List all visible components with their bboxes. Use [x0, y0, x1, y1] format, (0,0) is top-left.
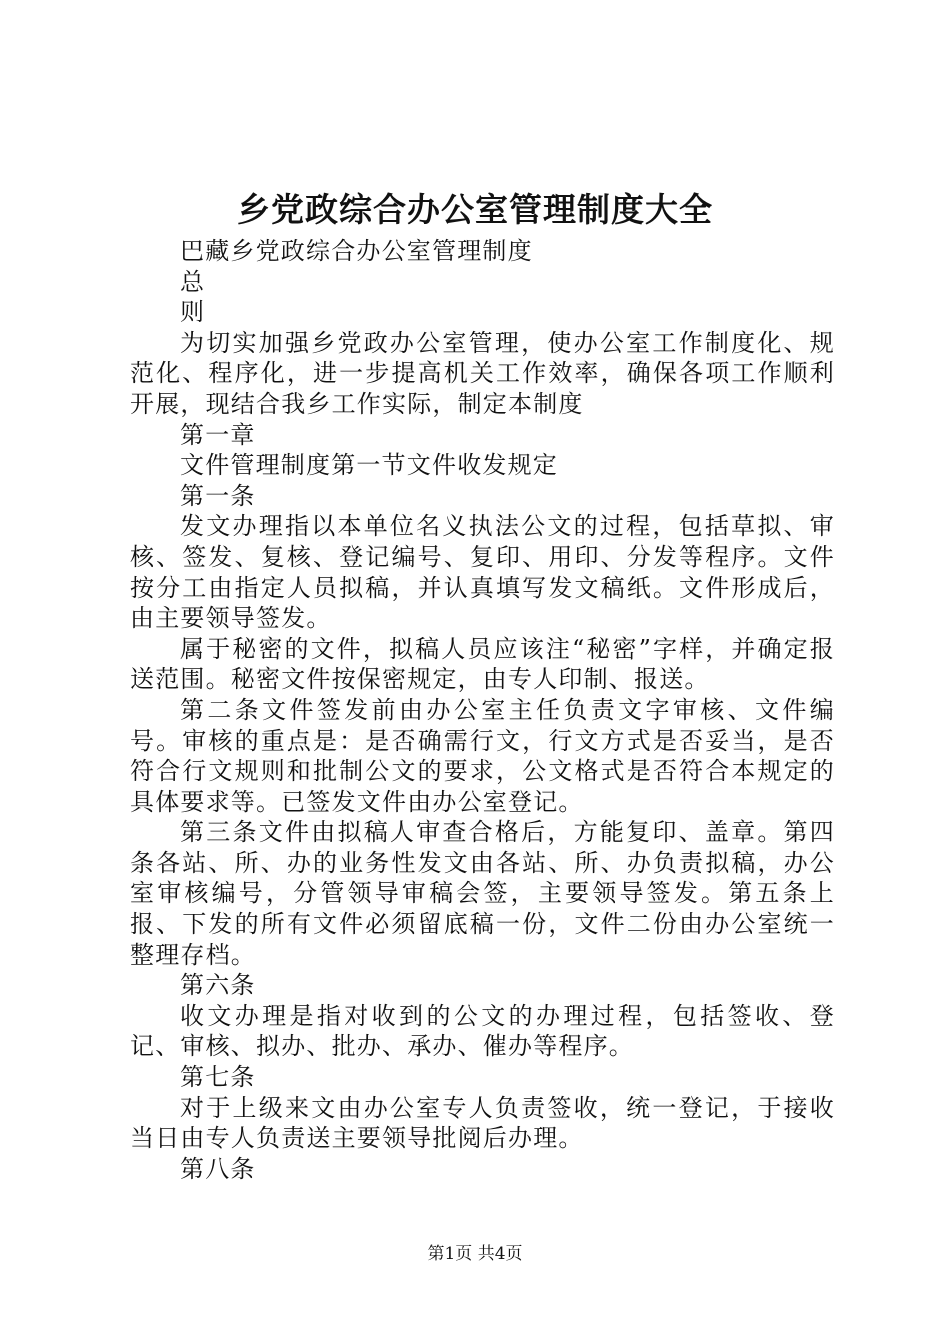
paragraph-subtitle: 巴藏乡党政综合办公室管理制度: [180, 237, 533, 265]
paragraph-general-2: 则: [180, 298, 206, 327]
paragraph-article-7-body: 对于上级来文由办公室专人负责签收，统一登记，于接收当日由专人负责送主要领导批阅后办理。: [130, 1093, 835, 1153]
paragraph-article-3-5: 第三条文件由拟稿人审查合格后，方能复印、盖章。第四条各站、所、办的业务性发文由各站、所、办负责拟稿，办公室审核编号，分管领导审稿会签，主要领导签发。第五条上报、下发的所有文件必须留底稿一份，文件二份由办公室统一整理存档。: [130, 818, 835, 969]
paragraph-article-1-body: 发文办理指以本单位名义执法公文的过程，包括草拟、审核、签发、复核、登记编号、复印、用印、分发等程序。文件按分工由指定人员拟稿，并认真填写发文稿纸。文件形成后，由主要领导签发。: [130, 512, 835, 633]
paragraph-article-6: 第六条: [180, 971, 256, 1000]
paragraph-article-7: 第七条: [180, 1063, 256, 1092]
paragraph-section-1: 文件管理制度第一节文件收发规定: [180, 451, 558, 480]
page-number-footer: 第1页 共4页: [427, 1244, 523, 1264]
paragraph-article-6-body: 收文办理是指对收到的公文的办理过程，包括签收、登记、审核、拟办、批办、承办、催办等程序。: [130, 1001, 835, 1061]
document-title: 乡党政综合办公室管理制度大全: [237, 190, 713, 229]
paragraph-chapter-1: 第一章: [180, 420, 256, 449]
paragraph-article-8: 第八条: [180, 1154, 256, 1183]
paragraph-general-1: 总: [180, 267, 206, 296]
paragraph-secret-files: 属于秘密的文件，拟稿人员应该注“秘密”字样，并确定报送范围。秘密文件按保密规定，由专人印制、报送。: [130, 634, 835, 694]
document-body: [130, 236, 835, 1184]
paragraph-purpose: 为切实加强乡党政办公室管理，使办公室工作制度化、规范化、程序化，进一步提高机关工作效率，确保各项工作顺利开展，现结合我乡工作实际，制定本制度: [130, 328, 835, 418]
paragraph-article-2: 第二条文件签发前由办公室主任负责文字审核、文件编号。审核的重点是：是否确需行文，行文方式是否妥当，是否符合行文规则和批制公文的要求，公文格式是否符合本规定的具体要求等。已签发文件由办公室登记。: [130, 695, 835, 816]
paragraph-article-1: 第一条: [180, 481, 256, 510]
